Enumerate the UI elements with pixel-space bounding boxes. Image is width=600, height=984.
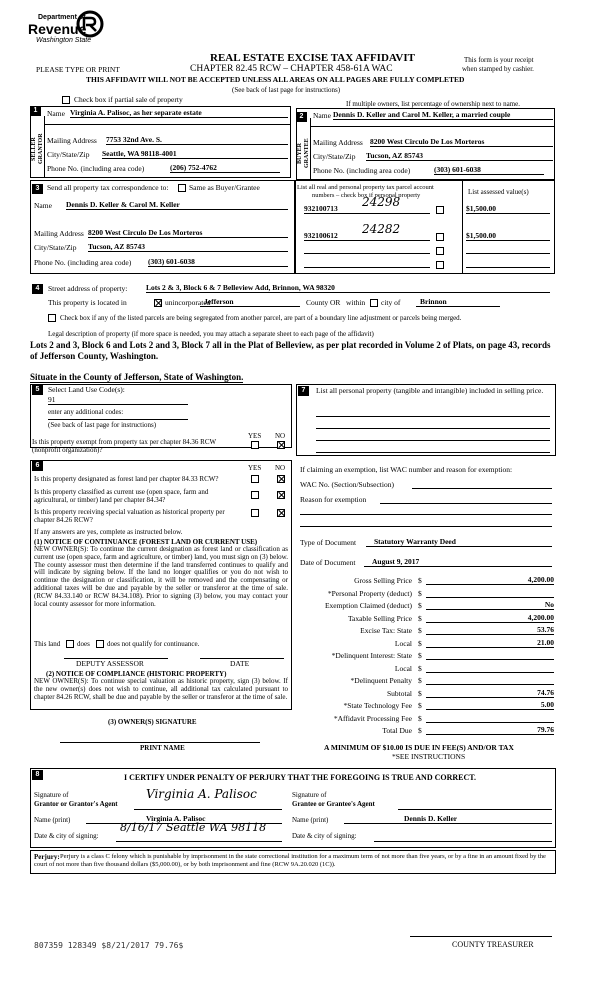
additional-codes-field[interactable]: [48, 416, 188, 420]
logo-line1: Department of: [38, 14, 86, 21]
seller-mailing-field[interactable]: 7753 32nd Ave. S.: [106, 136, 288, 145]
see-instructions: *SEE INSTRUCTIONS: [392, 752, 466, 761]
please-type: PLEASE TYPE OR PRINT: [36, 65, 120, 74]
accept-notice: THIS AFFIDAVIT WILL NOT BE ACCEPTED UNLESS ALL AREAS ON ALL PAGES ARE FULLY COMPLETED: [86, 75, 465, 84]
grantor-name-field[interactable]: Virginia A. Palisoc: [86, 815, 282, 824]
tax-row-label: Local: [394, 638, 412, 648]
deputy-assessor-label: DEPUTY ASSESSOR: [76, 659, 144, 668]
dollar-sign: $: [418, 651, 422, 660]
parcel-value-2[interactable]: $1,500.00: [466, 232, 550, 241]
additional-codes-label: enter any additional codes:: [48, 408, 124, 416]
reason-label: Reason for exemption: [300, 495, 367, 504]
dollar-sign: $: [418, 726, 422, 735]
grantor-date-city: 8/16/17 Seattle WA 98118: [120, 821, 267, 834]
land-does-checkbox[interactable]: [66, 640, 74, 648]
dollar-sign: $: [418, 613, 422, 623]
tax-row-label: Taxable Selling Price: [347, 613, 412, 623]
logo-line3: Washington State: [36, 37, 92, 44]
corr-phone-label: Phone No. (including area code): [34, 258, 132, 267]
deputy-date-label: DATE: [230, 659, 250, 668]
grantee-name-field[interactable]: Dennis D. Keller: [344, 815, 552, 824]
tax-row-value[interactable]: [426, 676, 554, 685]
parcel-number-1[interactable]: 932100713: [304, 205, 430, 214]
same-as-buyer-label: Same as Buyer/Grantee: [189, 183, 260, 192]
partial-sale-label: Check box if partial sale of property: [74, 95, 183, 104]
corr-city-label: City/State/Zip: [34, 243, 77, 252]
street-address-field[interactable]: Lots 2 & 3, Block 6 & 7 Belleview Add, Brinnon, WA 98320: [146, 284, 550, 293]
land-use-label: Select Land Use Code(s):: [48, 385, 125, 394]
street-address-label: Street address of property:: [48, 284, 128, 293]
grantor-agent-label: Grantor or Grantor's Agent: [34, 800, 118, 808]
tax-row-value[interactable]: 5.00: [426, 701, 554, 710]
section-2-badge: 2: [296, 112, 307, 122]
current-use-question: Is this property classified as current use (open space, farm and agricultural, or timber) land per chapter 84.34?: [34, 488, 209, 504]
revenue-logo-icon: [76, 10, 104, 38]
form-subtitle: CHAPTER 82.45 RCW – CHAPTER 458-61A WAC: [190, 64, 393, 74]
city-of-label: city of: [381, 298, 401, 307]
buyer-city-label: City/State/Zip: [313, 152, 356, 161]
notice-continuance-text: NEW OWNER(S): To continue the current designation as forest land or classification as current use (open space, farm and agriculture, or timber) land, you must sign on (3) below. The county assessor must then determine if the land transferred continues to qualify and will indicate by signing below. If the land no longer qualifies or you do not wish to continue the designation or classification, it will be removed and the compensating or additional taxes will be due and payable by the seller or transferor at the time of sale. (RCW 84.33.140 or RCW 84.34.108). Prior to signing (3) below, you may contact your local county assessor for more information.: [34, 545, 288, 608]
personal-property-label: List all personal property (tangible and intangible) included in selling price.: [316, 386, 544, 395]
forest-no-checkbox[interactable]: [277, 475, 285, 483]
unincorporated-label: unincorporated: [165, 298, 211, 307]
dollar-sign: $: [418, 713, 422, 723]
exempt-yes-checkbox[interactable]: [251, 441, 259, 449]
receipt-note-1: This form is your receipt: [464, 56, 534, 64]
dollar-sign: $: [418, 663, 422, 673]
seller-phone-field[interactable]: (206) 752-4762: [170, 164, 280, 173]
parcel-handwritten-1: 24298: [362, 195, 401, 209]
corr-phone-field[interactable]: (303) 601-6038: [148, 258, 288, 267]
parcel-handwritten-2: 24282: [362, 222, 401, 236]
tax-row-value[interactable]: 4,200.00: [426, 614, 554, 623]
city-field[interactable]: Brinnon: [416, 298, 500, 307]
notice-continuance-title: (1) NOTICE OF CONTINUANCE (FOREST LAND OR CURRENT USE): [34, 538, 258, 546]
doc-type-field[interactable]: Statutory Warranty Deed: [366, 538, 552, 547]
county-treasurer-label: COUNTY TREASURER: [452, 940, 534, 949]
situate-text: Situate in the County of Jefferson, State of Washington.: [30, 372, 244, 382]
wac-label: WAC No. (Section/Subsection): [300, 480, 394, 489]
exemption-label: If claiming an exemption, list WAC number and reason for exemption:: [300, 465, 513, 474]
seller-mailing-label: Mailing Address: [47, 136, 97, 145]
perjury-label: Perjury:: [34, 853, 60, 861]
legal-desc-label: Legal description of property (if more space is needed, you may attach a separate sheet to each page of the affidavit): [48, 330, 374, 338]
parcel-personal-checkbox-4[interactable]: [436, 261, 444, 269]
county-field[interactable]: Jefferson: [200, 298, 300, 307]
tax-row-value[interactable]: [426, 651, 554, 660]
section-3-badge: 3: [32, 184, 43, 194]
current-use-no-checkbox[interactable]: [277, 491, 285, 499]
cashier-stamp: 807359 128349 $8/21/2017 79.76$: [34, 941, 184, 950]
land-does-label: does: [77, 640, 90, 648]
receipt-note-2: when stamped by cashier.: [462, 65, 534, 73]
section-1-badge: 1: [30, 106, 41, 116]
dollar-sign: $: [418, 701, 422, 710]
buyer-name-field[interactable]: Dennis D. Keller and Carol M. Keller, a married couple: [333, 111, 553, 120]
tax-row-label: Local: [394, 663, 412, 673]
county-or-label: County OR: [306, 298, 341, 307]
historic-no-checkbox[interactable]: [277, 509, 285, 517]
tax-row-value[interactable]: 21.00: [426, 639, 554, 648]
land-use-see-back: (See back of last page for instructions): [48, 421, 157, 429]
buyer-mailing-field[interactable]: 8200 West Circulo De Los Morteros: [370, 138, 553, 147]
exempt-question: Is this property exempt from property tax per chapter 84.36 RCW (nonprofit organization)?: [32, 438, 216, 454]
min-due-note: A MINIMUM OF $10.00 IS DUE IN FEE(S) AND/OR TAX: [324, 743, 514, 752]
section-5-badge: 5: [32, 385, 43, 395]
seller-city-label: City/State/Zip: [47, 150, 90, 159]
tax-row-value[interactable]: 4,200.00: [426, 576, 554, 585]
corr-name-label: Name: [34, 201, 52, 210]
dollar-sign: $: [418, 588, 422, 598]
dollar-sign: $: [418, 688, 422, 698]
grantee-date-field[interactable]: [374, 833, 552, 842]
parcel-personal-checkbox-3[interactable]: [436, 247, 444, 255]
unincorporated-checkbox[interactable]: [154, 299, 162, 307]
exempt-no-header: NO: [275, 432, 286, 440]
tax-row-value[interactable]: 74.76: [426, 689, 554, 698]
historic-yes-checkbox[interactable]: [251, 509, 259, 517]
grantee-agent-label: Grantee or Grantee's Agent: [292, 800, 375, 808]
tax-row-label: *Delinquent Penalty: [350, 676, 412, 685]
parcel-number-2[interactable]: 932100612: [304, 232, 430, 241]
corr-mailing-field[interactable]: 8200 West Circulo De Los Morteros: [88, 229, 288, 238]
corr-mailing-label: Mailing Address: [34, 229, 84, 238]
tax-row-label: Excise Tax: State: [360, 626, 412, 635]
tax-row-label: *Affidavit Processing Fee: [333, 713, 412, 723]
wac-field[interactable]: [412, 480, 552, 489]
section-4-badge: 4: [32, 284, 43, 294]
logo-line2: Revenue: [28, 21, 87, 37]
see-back: (See back of last page for instructions): [232, 86, 341, 94]
dollar-sign: $: [418, 626, 422, 635]
section-6-badge: 6: [32, 461, 43, 471]
owner-signature-label: (3) OWNER(S) SIGNATURE: [108, 718, 197, 726]
doc-date-label: Date of Document: [300, 558, 356, 567]
tax-row-label: Exemption Claimed (deduct): [324, 601, 412, 610]
reason-field[interactable]: [380, 495, 552, 504]
tax-row-label: Subtotal: [386, 688, 412, 698]
tax-row-label: *Personal Property (deduct): [327, 588, 412, 598]
corr-city-field[interactable]: Tucson, AZ 85743: [88, 243, 288, 252]
corr-name-field[interactable]: Dennis D. Keller & Carol M. Keller: [66, 201, 288, 210]
current-use-yes-checkbox[interactable]: [251, 491, 259, 499]
grantee-sig-label: Signature of: [292, 791, 327, 799]
grantor-date-label: Date & city of signing:: [34, 832, 99, 840]
tax-row-label: Gross Selling Price: [354, 576, 412, 585]
grantee-signature-field[interactable]: [398, 801, 552, 810]
parcel-personal-checkbox-1[interactable]: [436, 206, 444, 214]
land-use-code-field[interactable]: 91: [48, 396, 188, 405]
assessed-header: List assessed value(s): [468, 188, 529, 196]
land-does-not-label: does not qualify for continuance.: [107, 640, 200, 648]
partial-sale-checkbox[interactable]: [62, 96, 70, 104]
exempt-yes-header: YES: [248, 432, 262, 440]
dollar-sign: $: [418, 638, 422, 648]
historic-question: Is this property receiving special valuation as historical property per chapter 84.26 RCW?: [34, 508, 225, 524]
parcel-value-3[interactable]: [466, 245, 550, 254]
grantor-name-label: Name (print): [34, 816, 71, 824]
tax-row-label: Total Due: [382, 726, 412, 735]
seller-phone-label: Phone No. (including area code): [47, 164, 145, 173]
perjury-text: Perjury is a class C felony which is punishable by imprisonment in the state correctional institution for a maximum term of not more than five years, or by a fine in an amount fixed by the court of not more than five thousand dollars ($5,000.00), or by both imprisonment and fine (RCW 9A.20.020 (1C)).: [34, 853, 546, 868]
s6-no-header: NO: [275, 464, 286, 472]
parcel-value-1[interactable]: $1,500.00: [466, 205, 550, 214]
parcel-personal-checkbox-2[interactable]: [436, 233, 444, 241]
this-land-label: This land: [34, 640, 61, 648]
parcel-number-4[interactable]: [304, 259, 430, 268]
grantee-name-label: Name (print): [292, 816, 329, 824]
within-city-checkbox[interactable]: [370, 299, 378, 307]
buyer-side-label: BUYER GRANTEE: [297, 138, 310, 168]
section-8-badge: 8: [32, 770, 43, 780]
revenue-logo: [14, 10, 104, 50]
dollar-sign: $: [418, 576, 422, 585]
buyer-phone-label: Phone No. (including area code): [313, 166, 411, 175]
multiple-owners-note: If multiple owners, list percentage of ownership next to name.: [346, 100, 520, 108]
parcel-number-3[interactable]: [304, 245, 430, 254]
buyer-phone-field[interactable]: (303) 601-6038: [434, 166, 544, 175]
seller-city-field[interactable]: Seattle, WA 98118-4001: [102, 150, 288, 159]
tax-row-value[interactable]: No: [426, 601, 554, 610]
tax-row-label: *State Technology Fee: [343, 701, 412, 710]
parcels-header-2: numbers – check box if personal property: [312, 192, 421, 199]
parcel-value-4[interactable]: [466, 259, 550, 268]
certify-statement: I CERTIFY UNDER PENALTY OF PERJURY THAT THE FOREGOING IS TRUE AND CORRECT.: [124, 773, 477, 782]
form-title: REAL ESTATE EXCISE TAX AFFIDAVIT: [210, 52, 415, 64]
forest-yes-checkbox[interactable]: [251, 475, 259, 483]
notice-compliance-text: NEW OWNER(S): To continue special valuation as historic property, sign (3) below. If the new owner(s) does not wish to continue, all additional tax calculated pursuant to chapter 84.26 RCW, shall be due and payable by the seller or transferor at the time of sale.: [34, 677, 288, 701]
buyer-city-field[interactable]: Tucson, AZ 85743: [366, 152, 553, 161]
forest-question: Is this property designated as forest land per chapter 84.33 RCW?: [34, 475, 219, 483]
dollar-sign: $: [418, 676, 422, 685]
dollar-sign: $: [418, 601, 422, 610]
doc-date-field[interactable]: August 9, 2017: [364, 558, 552, 567]
grantor-sig-label: Signature of: [34, 791, 69, 799]
located-in-label: This property is located in: [48, 298, 127, 307]
tax-row-label: *Delinquent Interest: State: [331, 651, 412, 660]
tax-row-value[interactable]: 53.76: [426, 626, 554, 635]
segregated-label: Check box if any of the listed parcels are being segregated from another parcel, are part of a boundary line adjustment or parcels being merged.: [60, 314, 462, 322]
buyer-name-label: Name: [313, 111, 331, 120]
grantor-signature-field[interactable]: [134, 801, 282, 810]
section-7-badge: 7: [298, 386, 309, 396]
s6-yes-header: YES: [248, 464, 262, 472]
seller-name-label: Name: [47, 109, 65, 118]
within-label: within: [346, 298, 366, 307]
print-name-label: PRINT NAME: [140, 744, 185, 752]
land-does-not-checkbox[interactable]: [96, 640, 104, 648]
tax-row-value[interactable]: 79.76: [426, 726, 554, 735]
buyer-mailing-label: Mailing Address: [313, 138, 363, 147]
grantor-signature: Virginia A. Palisoc: [146, 787, 257, 801]
parcels-header-1: List all real and personal property tax parcel account: [297, 184, 434, 191]
exempt-no-checkbox[interactable]: [277, 441, 285, 449]
seller-name-field[interactable]: Virginia A. Palisoc, as her separate estate: [70, 109, 288, 118]
tax-row-value[interactable]: [426, 589, 554, 598]
segregated-checkbox[interactable]: [48, 314, 56, 322]
if-yes-note: If any answers are yes, complete as instructed below.: [34, 528, 183, 536]
seller-side-label: SELLER GRANTOR: [31, 133, 44, 165]
same-as-buyer-checkbox[interactable]: [178, 184, 186, 192]
legal-description[interactable]: Lots 2 and 3, Block 6 and Lots 2 and 3, Block 7 all in the Plat of Belleview, as per plat recorded in Volume 2 of Plats, on page 43, records of Jefferson County, Washington.: [30, 340, 551, 361]
correspondence-label: Send all property tax correspondence to:: [47, 183, 169, 192]
notice-compliance-title: (2) NOTICE OF COMPLIANCE (HISTORIC PROPERTY): [46, 670, 227, 678]
tax-row-value[interactable]: [426, 664, 554, 673]
grantee-date-label: Date & city of signing:: [292, 832, 357, 840]
doc-type-label: Type of Document: [300, 538, 357, 547]
tax-row-value[interactable]: [426, 714, 554, 723]
